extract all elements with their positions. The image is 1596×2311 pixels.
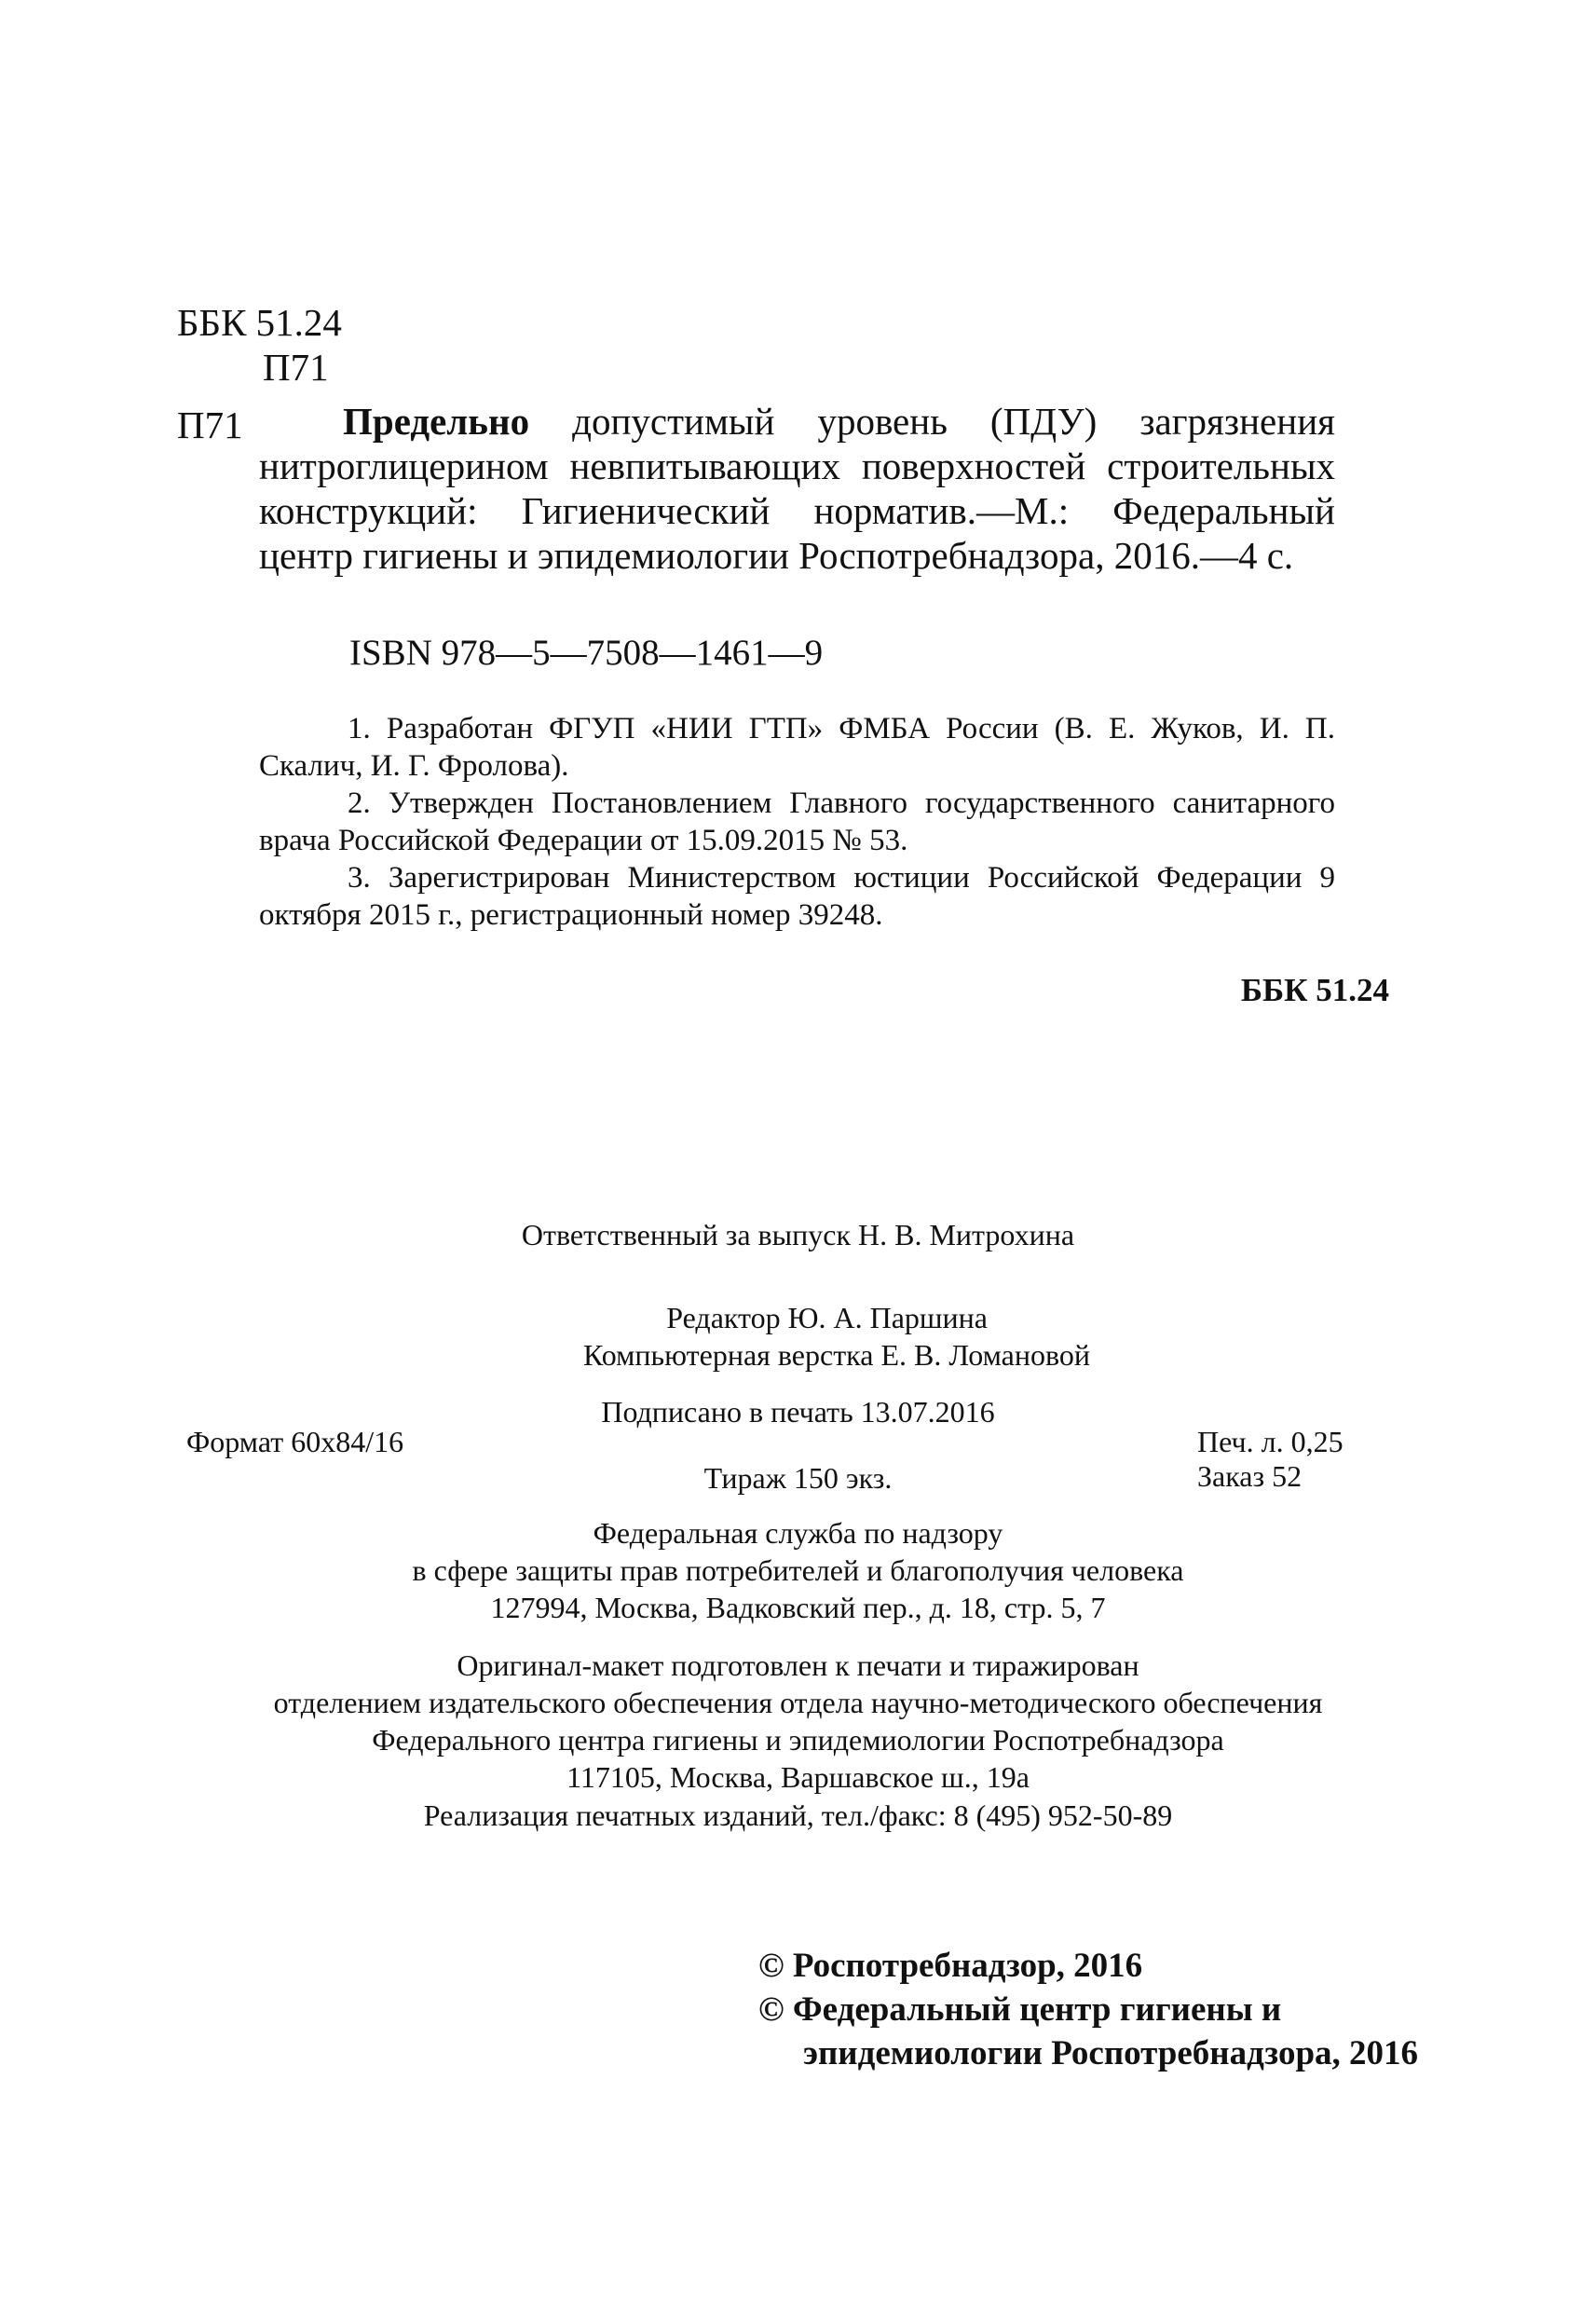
copyright-line: © Роспотребнадзор, 2016 <box>758 1947 1143 1985</box>
copyright-line: эпидемиологии Роспотребнадзора, 2016 <box>803 2034 1419 2072</box>
format: Формат 60х84/16 <box>186 1425 404 1458</box>
publisher-line: в сфере защиты прав потребителей и благополучия человека <box>412 1553 1184 1587</box>
sales-contact: Реализация печатных изданий, тел./факс: 8 (495) 952-50-89 <box>423 1798 1173 1832</box>
publisher-line: Федеральная служба по надзору <box>593 1516 1003 1550</box>
copyright-block <box>758 1944 1418 2075</box>
bbk-code-right: ББК 51.24 <box>1240 972 1389 1008</box>
publisher-line: 127994, Москва, Вадковский пер., д. 18, стр. 5, 7 <box>490 1591 1106 1624</box>
bibliographic-title <box>259 399 1335 578</box>
original-line: Федерального центра гигиены и эпидемиологии Роспотребнадзора <box>372 1723 1224 1757</box>
signed-date: Подписано в печать 13.07.2016 <box>601 1395 995 1429</box>
printed-sheets: Печ. л. 0,25 <box>1197 1425 1344 1458</box>
original-line: 117105, Москва, Варшавское ш., 19а <box>566 1760 1030 1794</box>
note-item: 2. Утвержден Постановлением Главного государственного санитарного врача Российской Федерации от 15.09.2015 № 53. <box>259 786 1335 857</box>
note-item: 3. Зарегистрирован Министерством юстиции Российской Федерации 9 октября 2015 г., регистрационный номер 39248. <box>259 861 1335 932</box>
order-number: Заказ 52 <box>1197 1459 1303 1493</box>
original-layout-block <box>0 1647 1596 1796</box>
left-author-mark: П71 <box>177 403 243 446</box>
layout-line: Компьютерная верстка Е. В. Ломановой <box>583 1338 1090 1372</box>
print-run: Тираж 150 экз. <box>703 1461 893 1495</box>
copyright-line: © Федеральный центр гигиены и <box>758 1990 1282 2029</box>
title-rest: допустимый уровень (ПДУ) загрязнения нитроглицерином невпитывающих поверхностей строительных конструкций: Гигиенический норматив.—М.: Федеральный центр гигиены и эпидемиологии Роспотребнадзора, 2016.—4 с. <box>259 400 1335 577</box>
original-line: отделением издательского обеспечения отдела научно-методического обеспечения <box>273 1686 1323 1719</box>
bbk-code: ББК 51.24 <box>177 301 342 344</box>
notes-block <box>259 710 1335 934</box>
title-bold-start: Предельно <box>343 400 530 443</box>
note-item: 1. Разработан ФГУП «НИИ ГТП» ФМБА России (В. Е. Жуков, И. П. Скалич, И. Г. Фролова). <box>259 712 1335 783</box>
author-mark: П71 <box>263 346 329 389</box>
responsible-person: Ответственный за выпуск Н. В. Митрохина <box>521 1218 1075 1251</box>
original-line: Оригинал-макет подготовлен к печати и тиражирован <box>457 1648 1139 1682</box>
editor-line: Редактор Ю. А. Паршина <box>666 1301 988 1334</box>
publisher-block <box>0 1514 1596 1626</box>
isbn: ISBN 978—5—7508—1461—9 <box>349 633 824 673</box>
editors-block <box>503 1299 1090 1374</box>
